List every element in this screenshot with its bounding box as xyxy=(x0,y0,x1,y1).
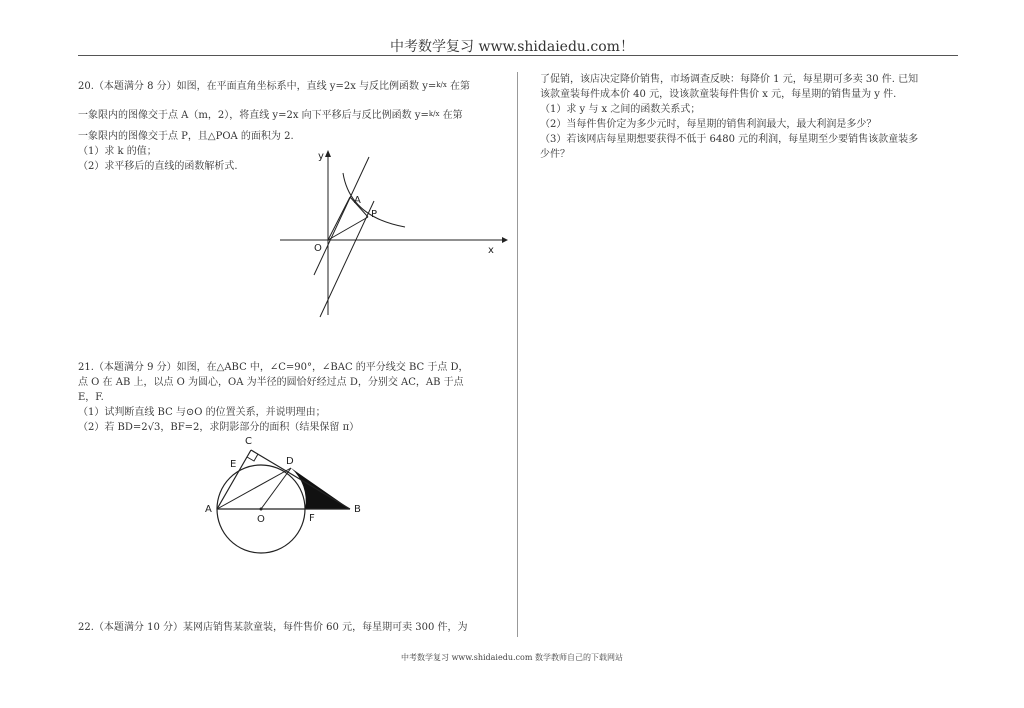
q20-line-3: 一象限内的图像交于点 P，且△POA 的面积为 2. xyxy=(78,131,294,142)
center-dot xyxy=(260,508,263,511)
q20-line-2-fraction: k/x xyxy=(428,110,440,118)
q20-line-1-text: 20.（本题满分 8 分）如图，在平面直角坐标系中，直线 y=2x 与反比例函数 y= xyxy=(78,81,437,92)
page-footer: 中考数学复习 www.shidaiedu.com 数学教师自己的下载网站 xyxy=(401,653,623,662)
line-ad xyxy=(217,468,291,509)
q20-line-1-fraction: k/x xyxy=(436,81,447,89)
point-a-label: A xyxy=(354,195,361,206)
point-d-label: D xyxy=(286,456,294,467)
q21-line-3: E，F. xyxy=(78,392,104,403)
point-e-label: E xyxy=(230,459,237,470)
x-axis-arrow xyxy=(502,237,508,243)
q20-figure xyxy=(270,145,510,320)
right-line-2: 该款童装每件成本价 40 元，设该款童装每件售价 x 元，每星期的销售量为 y 件. xyxy=(540,89,897,100)
line-od xyxy=(261,468,291,509)
point-p-label: P xyxy=(371,209,378,220)
question-22-continued xyxy=(540,72,960,162)
point-a-label: A xyxy=(205,504,212,515)
column-divider xyxy=(517,72,518,637)
q21-sub-1: （1）试判断直线 BC 与⊙O 的位置关系，并说明理由； xyxy=(78,407,326,418)
q20-line-2-end: 在第 xyxy=(439,110,463,121)
line-y-2x xyxy=(314,157,369,275)
q20-line-1-end: 在第 xyxy=(446,81,470,92)
header-rule xyxy=(78,55,958,56)
right-sub-2: （2）当每件售价定为多少元时，每星期的销售利润最大，最大利润是多少？ xyxy=(540,119,877,130)
point-f-label: F xyxy=(309,513,315,524)
q21-figure xyxy=(200,432,370,562)
y-axis-arrow xyxy=(325,150,331,157)
q20-line-2-text: 一象限内的图像交于点 A（m，2），将直线 y=2x 向下平移后与反比例函数 y= xyxy=(78,110,429,121)
q21-line-2: 点 O 在 AB 上，以点 O 为圆心，OA 为半径的圆恰好经过点 D，分别交 AC，AB 于点 xyxy=(78,377,464,388)
q21-line-1: 21.（本题满分 9 分）如图，在△ABC 中，∠C=90°，∠BAC 的平分线交 BC 于点 D， xyxy=(78,362,469,373)
origin-label: O xyxy=(314,243,322,254)
point-b-label: B xyxy=(354,504,361,515)
question-21 xyxy=(78,360,508,435)
q20-line-2 xyxy=(78,107,508,123)
page-header: 中考数学复习 www.shidaiedu.com！ xyxy=(390,39,634,55)
y-axis-label: y xyxy=(318,151,324,162)
right-sub-3: （3）若该网店每星期想要获得不低于 6480 元的利润，每星期至少要销售该款童装多 xyxy=(540,134,919,145)
point-o-label: O xyxy=(257,514,265,525)
line-cb xyxy=(251,450,350,509)
q20-sub-1: （1）求 k 的值； xyxy=(78,146,157,157)
q20-sub-2: （2）求平移后的直线的函数解析式. xyxy=(78,161,238,172)
q22-line-1: 22.（本题满分 10 分）某网店销售某款童装，每件售价 60 元，每星期可卖 300 件，为 xyxy=(78,622,468,633)
question-22 xyxy=(78,620,508,635)
x-axis-label: x xyxy=(488,245,494,256)
right-sub-3-cont: 少件？ xyxy=(540,149,570,160)
q20-line-1 xyxy=(78,78,508,94)
q21-sub-2: （2）若 BD=2√3，BF=2，求阴影部分的面积（结果保留 π） xyxy=(78,422,360,433)
right-sub-1: （1）求 y 与 x 之间的函数关系式； xyxy=(540,104,701,115)
right-line-1: 了促销，该店决定降价销售，市场调查反映：每降价 1 元，每星期可多卖 30 件. 已知 xyxy=(540,74,919,85)
point-c-label: C xyxy=(245,436,252,447)
